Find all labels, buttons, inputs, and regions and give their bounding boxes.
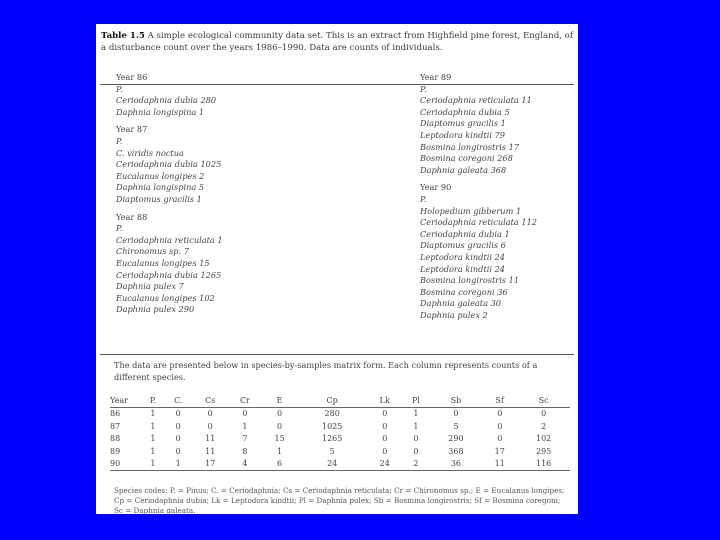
table-cell: 86 — [110, 409, 121, 419]
species-entry: Daphnia galeata 30 — [420, 298, 501, 309]
table-cell: 1 — [150, 459, 156, 469]
table-row — [110, 458, 570, 471]
table-cell: 0 — [453, 409, 459, 419]
species-entry: Diaptomus gracilis 1 — [116, 193, 202, 204]
species-entry: Leptodora kindtii 24 — [420, 251, 505, 262]
table-cell: 0 — [382, 421, 388, 431]
species-entry: P. — [420, 83, 427, 94]
table-cell: 0 — [497, 421, 503, 431]
table-cell: 1 — [150, 434, 156, 444]
table-cell: 0 — [207, 421, 213, 431]
table-cell: 0 — [497, 434, 503, 444]
table-body — [110, 407, 570, 471]
table-cell: 1265 — [321, 434, 343, 444]
species-entry: Bosmina coregoni 36 — [420, 286, 508, 297]
table-cell: 0 — [382, 409, 388, 419]
table-footnote: Species codes: P. = Pinus; C. = Ceriodaphnia; Cs = Ceriodaphnia reticulata; Cr = Chironomus sp.; E = Eucalanus longipes; Cp = Ceriodaphnia dubia; Lk = Leptodora kindtii; Pl = Daphnia pulex; Sb = Bosmina longirostris; Sf = Bosmina coregoni; Sc = Daphnia galeata. — [114, 486, 565, 514]
column-header: Pl — [411, 395, 420, 405]
table-cell: 4 — [242, 459, 248, 469]
species-entry: Bosmina longirostris 17 — [420, 141, 520, 152]
table-cell: 1 — [277, 446, 283, 456]
table-label: Table 1.5 — [101, 31, 145, 41]
species-entry: Bosmina coregoni 268 — [420, 153, 513, 164]
species-entry: Diaptomus gracilis 1 — [420, 118, 506, 129]
table-cell: 116 — [536, 459, 552, 469]
table-cell: 0 — [382, 434, 388, 444]
table-cell: 295 — [536, 446, 552, 456]
species-entry: Diaptomus gracilis 6 — [420, 240, 506, 251]
year-heading: Year 86 — [116, 72, 148, 82]
column-header: Cr — [239, 395, 250, 405]
species-entry: Daphnia pulex 2 — [420, 309, 488, 320]
table-cell: 1 — [413, 421, 419, 431]
species-entry: Daphnia galeata 368 — [420, 164, 507, 175]
species-entry: Holopedium gibberum 1 — [420, 205, 522, 216]
column-header: P. — [149, 395, 157, 405]
table-cell: 290 — [448, 434, 464, 444]
column-header: E — [276, 395, 283, 405]
table-cell: 1 — [242, 421, 248, 431]
table-row — [110, 445, 570, 458]
species-entry: Daphnia longispina 1 — [116, 106, 205, 117]
table-cell: 0 — [175, 409, 181, 419]
table-row — [110, 420, 570, 433]
species-entry: Eucalanus longipes 15 — [116, 257, 210, 268]
species-entry: Chironomus sp. 7 — [116, 246, 189, 257]
year-heading: Year 88 — [116, 211, 148, 222]
table-cell: 2 — [413, 459, 419, 469]
column-header: Year — [110, 395, 128, 405]
year-heading: Year 90 — [420, 182, 452, 193]
species-entry: Ceriodaphnia dubia 1265 — [116, 269, 222, 280]
species-entry: Daphnia pulex 290 — [116, 304, 195, 315]
mid-rule — [100, 354, 574, 355]
table-cell: 15 — [274, 434, 285, 444]
column-header: Sf — [495, 395, 504, 405]
table-cell: 0 — [497, 409, 503, 419]
column-header: Sb — [450, 395, 462, 405]
table-cell: 0 — [541, 409, 547, 419]
table-cell: 0 — [175, 434, 181, 444]
species-entry: Ceriodaphnia reticulata 112 — [420, 217, 538, 228]
species-entry: Leptodora kindtii 79 — [420, 129, 505, 140]
column-header: Lk — [379, 395, 390, 405]
table-cell: 0 — [207, 409, 213, 419]
table-cell: 87 — [110, 421, 121, 431]
document-page — [96, 24, 578, 514]
table-cell: 0 — [175, 446, 181, 456]
species-entry: Leptodora kindtii 24 — [420, 263, 505, 274]
table-cell: 24 — [327, 459, 338, 469]
species-matrix-table — [110, 394, 570, 471]
table-row — [110, 433, 570, 446]
table-cell: 368 — [448, 446, 464, 456]
table-cell: 1 — [150, 409, 156, 419]
table-cell: 280 — [324, 409, 340, 419]
species-entry: Ceriodaphnia dubia 280 — [116, 95, 217, 106]
table-cell: 89 — [110, 446, 121, 456]
table-cell: 1 — [413, 409, 419, 419]
table-cell: 1025 — [321, 421, 343, 431]
species-entry: Daphnia pulex 7 — [116, 281, 184, 292]
column-header: Cp — [326, 395, 338, 405]
species-entry: Ceriodaphnia reticulata 11 — [420, 95, 532, 106]
table-cell: 0 — [242, 409, 248, 419]
table-cell: 6 — [277, 459, 283, 469]
column-header: C. — [173, 395, 183, 405]
table-caption — [101, 30, 573, 54]
species-entry: P. — [116, 83, 123, 94]
year-heading: Year 87 — [116, 124, 148, 135]
table-cell: 24 — [379, 459, 390, 469]
table-cell: 0 — [277, 421, 283, 431]
species-entry: Ceriodaphnia reticulata 1 — [116, 234, 223, 245]
caption-text: A simple ecological community data set. This is an extract from Highfield pine forest, England, of a disturbance count over the years 1986–1990. Data are counts of individuals. — [101, 31, 574, 53]
table-cell: 5 — [329, 446, 335, 456]
species-entry: Bosmina longirostris 11 — [420, 275, 520, 286]
table-cell: 8 — [242, 446, 248, 456]
table-cell: 11 — [494, 459, 505, 469]
table-cell: 17 — [494, 446, 505, 456]
table-cell: 88 — [110, 434, 121, 444]
column-header: Cs — [205, 395, 216, 405]
species-entry: P. — [420, 193, 427, 204]
table-cell: 1 — [150, 421, 156, 431]
table-cell: 0 — [382, 446, 388, 456]
table-cell: 1 — [175, 459, 181, 469]
year-heading: Year 89 — [420, 72, 452, 82]
table-cell: 2 — [541, 421, 547, 431]
species-entry: Eucalanus longipes 2 — [116, 170, 205, 181]
table-cell: 36 — [450, 459, 462, 469]
year-listing-left — [116, 72, 326, 316]
table-cell: 7 — [242, 434, 248, 444]
table-cell: 11 — [205, 446, 216, 456]
species-entry: Ceriodaphnia dubia 1025 — [116, 159, 222, 170]
table-row — [110, 407, 570, 420]
species-entry: Daphnia longispina 5 — [116, 182, 205, 193]
matrix-note: The data are presented below in species-by-samples matrix form. Each column represents counts of a different species. — [114, 360, 538, 382]
table-cell: 11 — [205, 434, 216, 444]
table-cell: 17 — [205, 459, 216, 469]
year-listing-right — [420, 72, 570, 321]
species-entry: C. viridis noctua — [116, 147, 184, 158]
table-cell: 0 — [413, 434, 419, 444]
table-cell: 90 — [110, 459, 121, 469]
species-entry: P. — [116, 223, 123, 234]
table-cell: 102 — [536, 434, 552, 444]
table-cell: 0 — [175, 421, 181, 431]
species-entry: P. — [116, 135, 123, 146]
column-header: Sc — [538, 395, 549, 405]
table-header-row — [110, 394, 570, 407]
species-entry: Eucalanus longipes 102 — [116, 292, 215, 303]
table-cell: 0 — [413, 446, 419, 456]
table-cell: 1 — [150, 446, 156, 456]
table-cell: 0 — [277, 409, 283, 419]
table-cell: 5 — [453, 421, 459, 431]
species-entry: Ceriodaphnia dubia 1 — [420, 228, 510, 239]
species-entry: Ceriodaphnia dubia 5 — [420, 106, 510, 117]
